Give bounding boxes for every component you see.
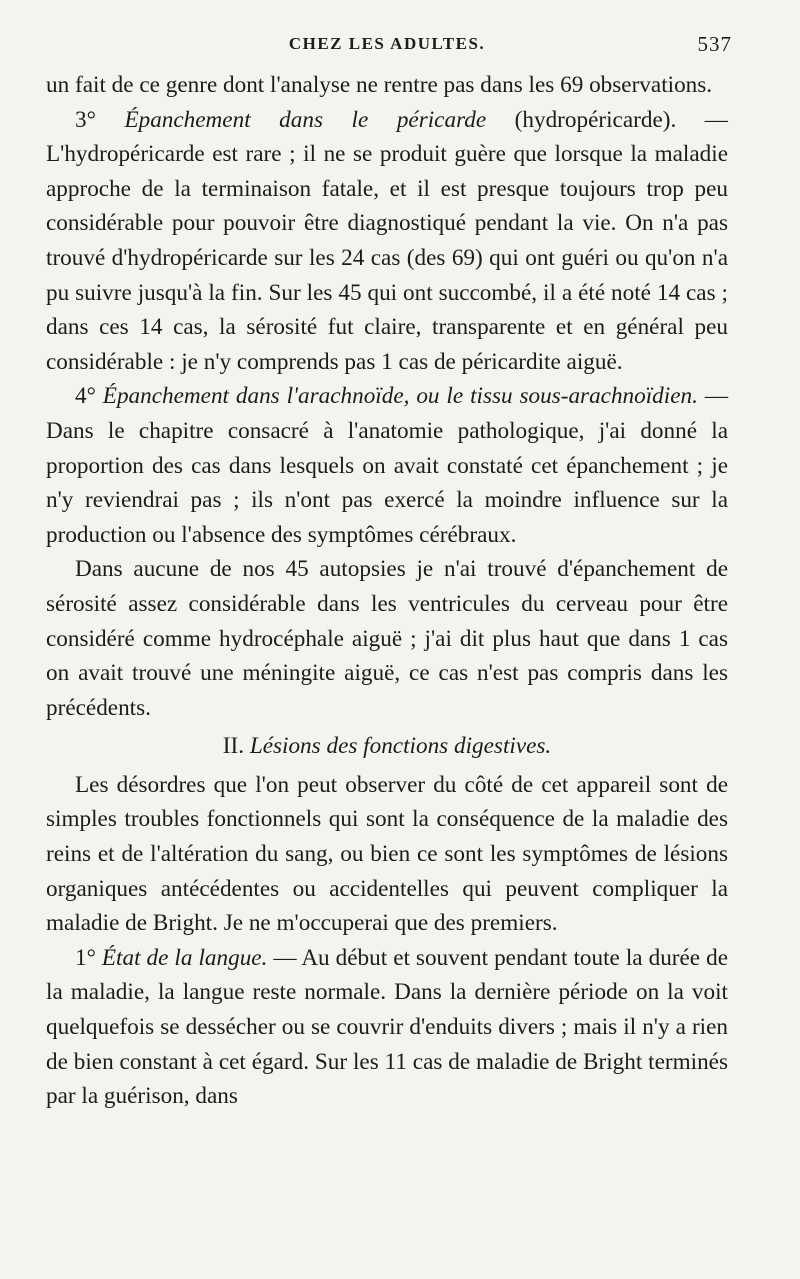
paragraph-title: État de la langue.: [101, 944, 268, 971]
section-title: Lésions des fonctions digestives.: [249, 733, 552, 760]
running-head: [46, 28, 732, 68]
paragraph-number: 3°: [75, 106, 96, 133]
paragraph-desordres: [46, 768, 728, 941]
body-text: [46, 68, 728, 1114]
paragraph-continuation: [46, 68, 728, 103]
paragraph-number: 4°: [75, 383, 96, 410]
page-number: 537: [697, 32, 732, 56]
paragraph-autopsies: [46, 552, 728, 725]
paragraph-number: 1°: [75, 944, 96, 971]
paragraph-text: (hydropéricarde). — L'hydropéricarde est rare ; il ne se produit guère que lorsque la maladie approche de la terminaison fatale, et il est presque toujours trop peu considérable pour pouvoir être diagnostiqué pendant la vie. On n'a pas trouvé d'hydropéricarde sur les 24 cas (des 69) qui ont guéri ou qu'on n'a pu suivre jusqu'à la fin. Sur les 45 qui ont succombé, il a été noté 14 cas ; dans ces 14 cas, la sérosité fut claire, transparente et en général peu considérable : je n'y comprends pas 1 cas de péricardite aiguë.: [46, 106, 728, 375]
paragraph-text: Dans aucune de nos 45 autopsies je n'ai trouvé d'épanchement de sérosité assez considérable dans les ventricules du cerveau pour être considéré comme hydrocéphale aiguë ; j'ai dit plus haut que dans 1 cas on avait trouvé une méningite aiguë, ce cas n'est pas compris dans les précédents.: [46, 556, 728, 721]
paragraph-hydropericarde: [46, 103, 728, 380]
paragraph-title: Épanchement dans le péricarde: [124, 106, 487, 133]
paragraph-text: Les désordres que l'on peut observer du côté de cet appareil sont de simples troubles fonctionnels qui sont la conséquence de la maladie des reins et de l'altération du sang, ou bien ce sont les symptômes de lésions organiques antécédentes ou accidentelles qui peuvent compliquer la maladie de Bright. Je ne m'occuperai que des premiers.: [46, 771, 728, 937]
paragraph-text: un fait de ce genre dont l'analyse ne rentre pas dans les 69 observations.: [46, 72, 713, 98]
paragraph-title: Épanchement dans l'arachnoïde, ou le tissu sous-arachnoïdien.: [102, 383, 698, 410]
paragraph-langue: [46, 941, 728, 1114]
paragraph-text: — Dans le chapitre consacré à l'anatomie pathologique, j'ai donné la proportion des cas dans lesquels on avait constaté cet épanchement ; je n'y reviendrai pas ; ils n'ont pas exercé la moindre influence sur la production ou l'absence des symptômes cérébraux.: [46, 383, 729, 548]
paragraph-text: — Au début et souvent pendant toute la durée de la maladie, la langue reste normale. Dans la dernière période on la voit quelquefois se dessécher ou se couvrir d'enduits divers ; mais il n'y a rien de bien constant à cet égard. Sur les 11 cas de maladie de Bright terminés par la guérison, dans: [46, 944, 728, 1110]
paragraph-arachnoide: [46, 379, 728, 552]
section-number: II.: [222, 733, 245, 760]
running-title: CHEZ LES ADULTES.: [288, 34, 486, 53]
section-heading: [46, 729, 728, 764]
